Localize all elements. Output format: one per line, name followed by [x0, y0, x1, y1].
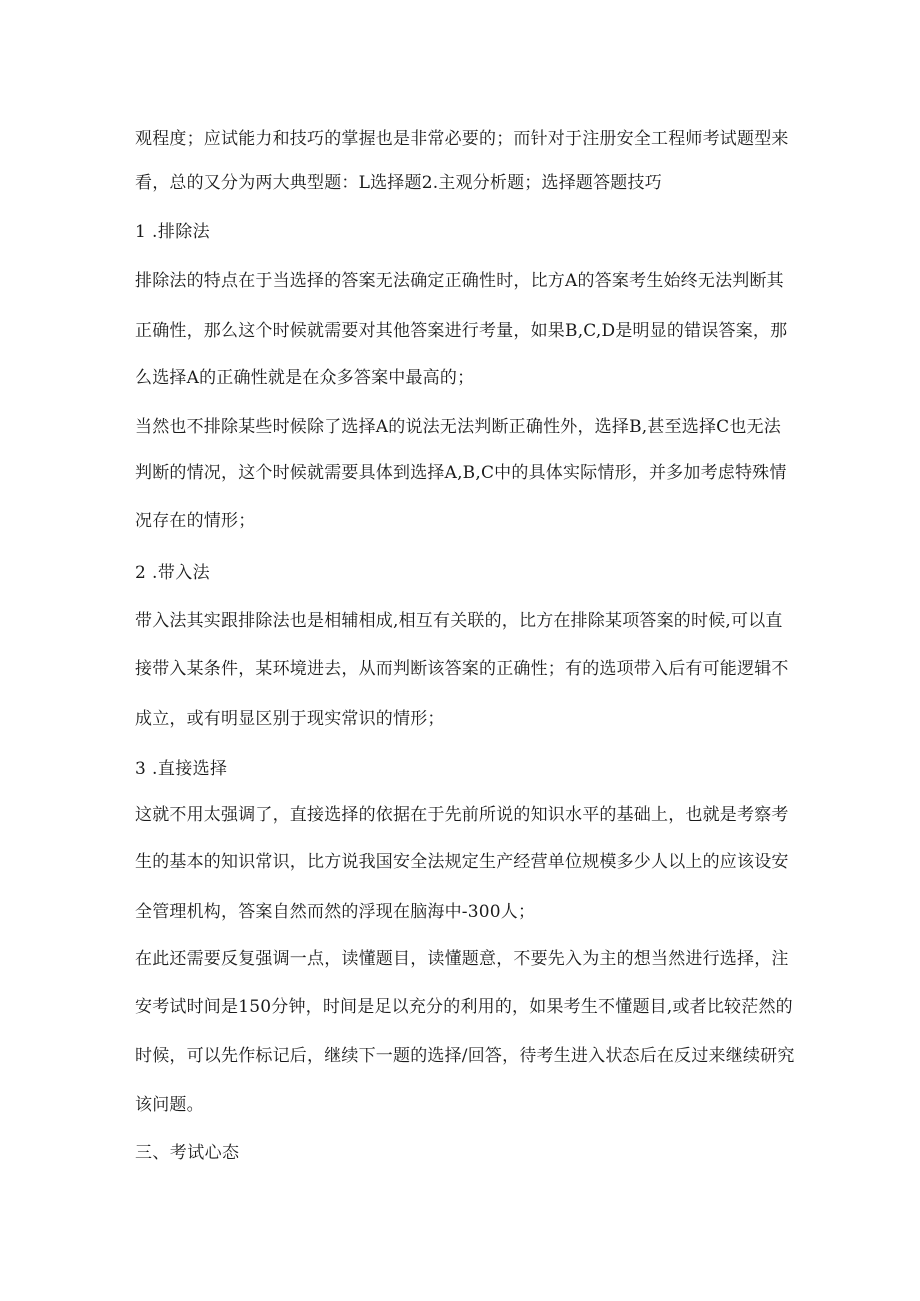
- para-direct-1-line-2: 生的基本的知识常识，比方说我国安全法规定生产经营单位规模多少人以上的应该设安: [135, 852, 789, 872]
- para-substitution-line-1: 带入法其实跟排除法也是相辅相成,相互有关联的，比方在排除某项答案的时候,可以直: [135, 611, 783, 631]
- para-substitution-line-3: 成立，或有明显区别于现实常识的情形；: [135, 709, 445, 729]
- para-exclusion-2-line-1: 当然也不排除某些时候除了选择A的说法无法判断正确性外，选择B,甚至选择C也无法: [135, 417, 781, 437]
- para-exclusion-2-line-2: 判断的情况，这个时候就需要具体到选择A,B,C中的具体实际情形，并多加考虑特殊情: [135, 463, 787, 483]
- para-intro-line-1: 观程度；应试能力和技巧的掌握也是非常必要的；而针对于注册安全工程师考试题型来: [135, 129, 789, 149]
- para-direct-2-line-1: 在此还需要反复强调一点，读懂题目，读懂题意，不要先入为主的想当然进行选择，注: [135, 949, 789, 969]
- para-direct-2-line-2: 安考试时间是150分钟，时间是足以充分的利用的，如果考生不懂题目,或者比较茫然的: [135, 997, 793, 1017]
- para-direct-1-line-3: 全管理机构，答案自然而然的浮现在脑海中-300人；: [135, 902, 536, 922]
- para-exclusion-1-line-1: 排除法的特点在于当选择的答案无法确定正确性时，比方A的答案考生始终无法判断其: [135, 271, 784, 291]
- para-direct-1-line-1: 这就不用太强调了，直接选择的依据在于先前所说的知识水平的基础上，也就是考察考: [135, 805, 789, 825]
- heading-direct-selection: 3 .直接选择: [135, 759, 228, 779]
- para-exclusion-2-line-3: 况存在的情形；: [135, 511, 256, 531]
- para-substitution-line-2: 接带入某条件，某环境进去，从而判断该答案的正确性；有的选项带入后有可能逻辑不: [135, 659, 789, 679]
- para-intro-line-2: 看，总的又分为两大典型题：L选择题2.主观分析题；选择题答题技巧: [135, 173, 662, 193]
- para-exclusion-1-line-3: 么选择A的正确性就是在众多答案中最高的；: [135, 368, 475, 388]
- heading-exclusion-method: 1 .排除法: [135, 222, 211, 242]
- para-direct-2-line-3: 时候，可以先作标记后，继续下一题的选择/回答，待考生进入状态后在反过来继续研究: [135, 1046, 795, 1066]
- para-direct-2-line-4: 该问题。: [135, 1095, 204, 1115]
- para-exclusion-1-line-2: 正确性，那么这个时候就需要对其他答案进行考量，如果B,C,D是明显的错误答案，那: [135, 321, 788, 341]
- heading-substitution-method: 2 .带入法: [135, 563, 211, 583]
- heading-exam-mindset: 三、考试心态: [135, 1143, 240, 1163]
